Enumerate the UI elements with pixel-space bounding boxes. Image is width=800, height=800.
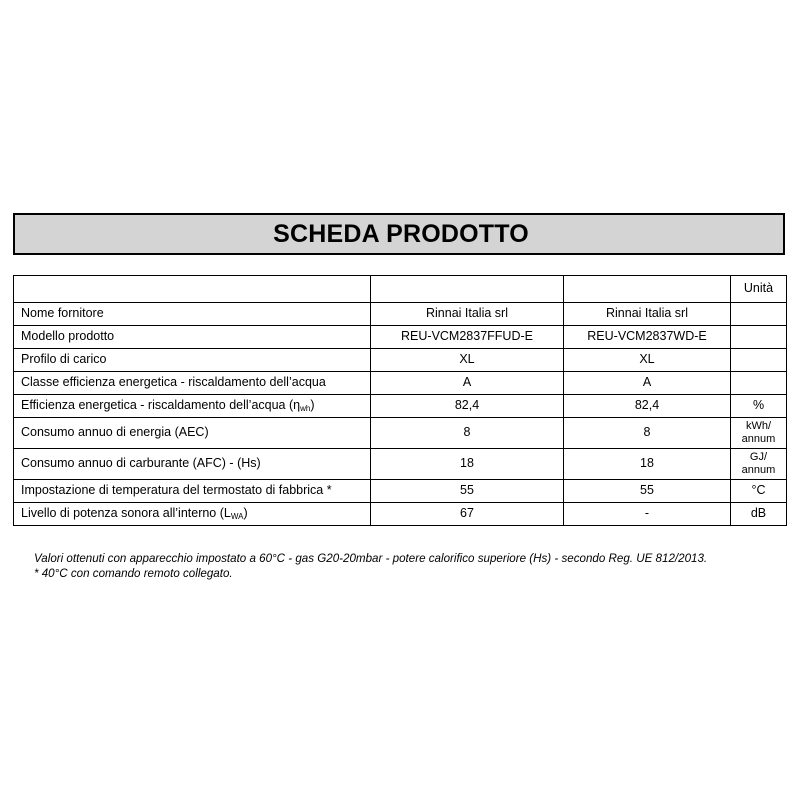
- value-cell: 8: [564, 418, 731, 449]
- unit-cell: [731, 303, 787, 326]
- footnote-line: Valori ottenuti con apparecchio impostato a 60°C - gas G20-20mbar - potere calorifico superiore (Hs) - secondo Reg. UE 812/2013.: [34, 552, 708, 565]
- value-cell: 18: [371, 449, 564, 480]
- row-label: Impostazione di temperatura del termostato di fabbrica *: [14, 480, 371, 503]
- header-empty-cell: [371, 276, 564, 303]
- page-title: SCHEDA PRODOTTO: [273, 219, 529, 248]
- value-cell: Rinnai Italia srl: [564, 303, 731, 326]
- unit-cell: [731, 372, 787, 395]
- header-empty-cell: [564, 276, 731, 303]
- value-cell: 55: [564, 480, 731, 503]
- row-label: [14, 503, 371, 526]
- row-label: [14, 395, 371, 418]
- row-label-subscript: WA: [230, 511, 244, 521]
- value-cell: REU-VCM2837FFUD-E: [371, 326, 564, 349]
- row-label-end: ): [243, 505, 248, 520]
- value-cell: 18: [564, 449, 731, 480]
- row-label: Consumo annuo di energia (AEC): [14, 418, 371, 449]
- value-cell: 67: [371, 503, 564, 526]
- table-row: [14, 395, 787, 418]
- row-label-subscript: wh: [300, 403, 311, 413]
- row-label-end: ): [310, 397, 315, 412]
- value-cell: Rinnai Italia srl: [371, 303, 564, 326]
- row-label-text: Efficienza energetica - riscaldamento dell’acqua (η: [21, 397, 301, 412]
- header-empty-cell: [14, 276, 371, 303]
- unit-cell: %: [731, 395, 787, 418]
- value-cell: XL: [564, 349, 731, 372]
- value-cell: A: [564, 372, 731, 395]
- value-cell: -: [564, 503, 731, 526]
- value-cell: A: [371, 372, 564, 395]
- unit-cell: [731, 349, 787, 372]
- unit-line: annum: [741, 432, 776, 445]
- unit-stack: [742, 420, 776, 445]
- product-sheet-title-box: [13, 213, 785, 255]
- unit-cell: [731, 418, 787, 449]
- footnotes: [34, 551, 707, 581]
- unit-stack: [742, 451, 776, 476]
- table-row: [14, 372, 787, 395]
- value-cell: 82,4: [371, 395, 564, 418]
- table-header-row: [14, 276, 787, 303]
- value-cell: XL: [371, 349, 564, 372]
- product-spec-table: [13, 275, 787, 526]
- unit-cell: [731, 449, 787, 480]
- row-label-text: Livello di potenza sonora all’interno (L: [21, 505, 231, 520]
- unit-cell: dB: [731, 503, 787, 526]
- unit-line: kWh/: [745, 420, 772, 433]
- row-label: Consumo annuo di carburante (AFC) - (Hs): [14, 449, 371, 480]
- unit-column-header: Unità: [731, 276, 787, 303]
- unit-cell: °C: [731, 480, 787, 503]
- table-row: [14, 449, 787, 480]
- table-row: [14, 503, 787, 526]
- value-cell: 8: [371, 418, 564, 449]
- table-row: [14, 326, 787, 349]
- row-label: Classe efficienza energetica - riscaldamento dell’acqua: [14, 372, 371, 395]
- row-label: Nome fornitore: [14, 303, 371, 326]
- row-label: Modello prodotto: [14, 326, 371, 349]
- table-row: [14, 418, 787, 449]
- unit-cell: [731, 326, 787, 349]
- table-row: [14, 349, 787, 372]
- unit-line: annum: [741, 463, 776, 476]
- value-cell: 82,4: [564, 395, 731, 418]
- value-cell: 55: [371, 480, 564, 503]
- table-row: [14, 480, 787, 503]
- row-label: Profilo di carico: [14, 349, 371, 372]
- footnote-line: * 40°C con comando remoto collegato.: [34, 567, 233, 580]
- unit-line: GJ/: [749, 451, 768, 464]
- value-cell: REU-VCM2837WD-E: [564, 326, 731, 349]
- table-row: [14, 303, 787, 326]
